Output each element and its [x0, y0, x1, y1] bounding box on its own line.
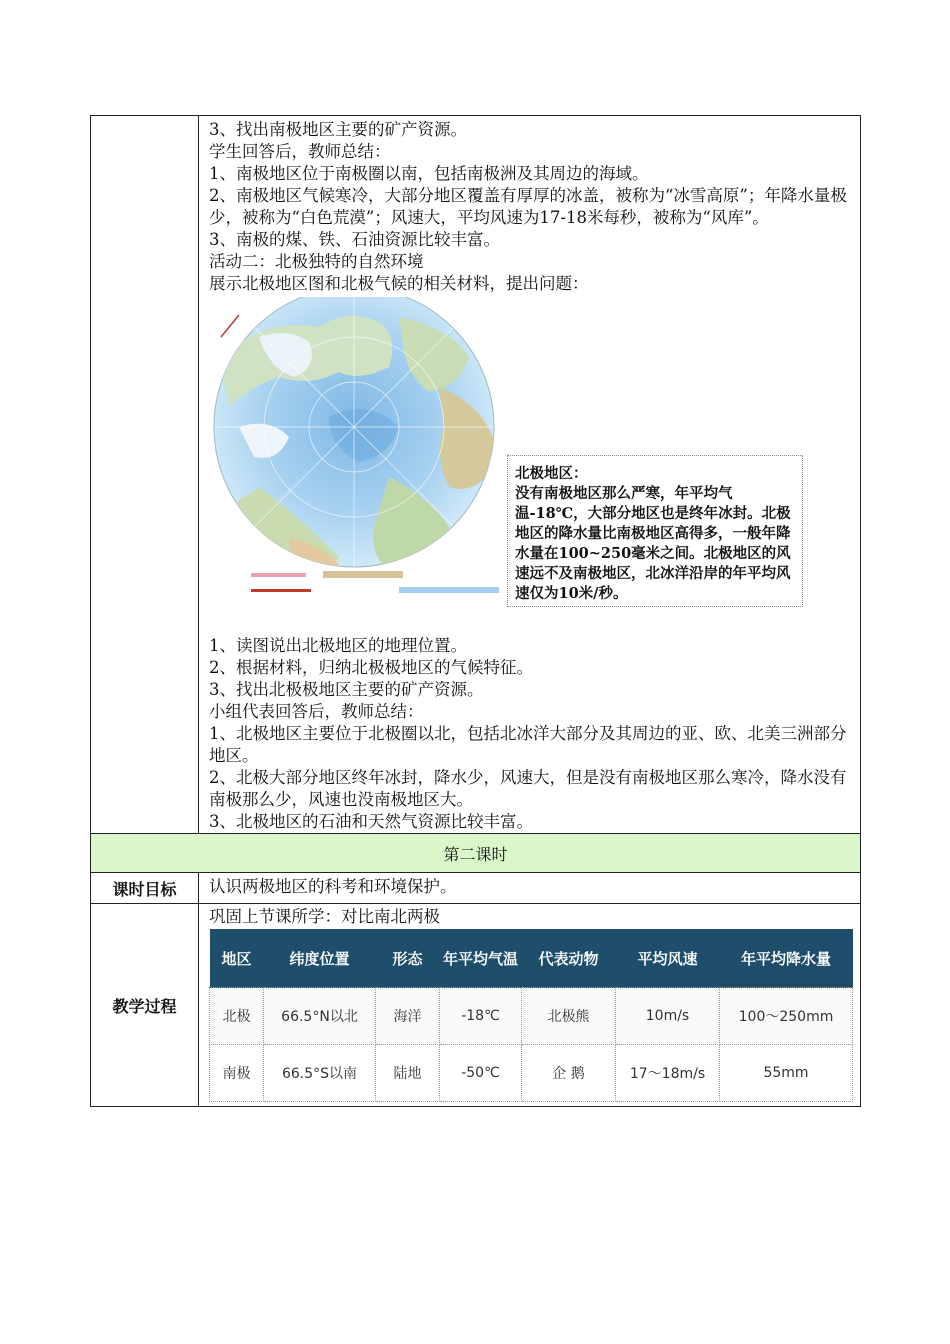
text-line: 3、南极的煤、铁、石油资源比较丰富。 [209, 230, 500, 249]
header-cell: 平均风速 [616, 929, 720, 988]
table-row [210, 988, 853, 1045]
table-cell: 陆地 [376, 1045, 440, 1102]
table-cell: 海洋 [376, 988, 440, 1045]
lesson-plan-table [90, 115, 861, 1107]
process-row [91, 904, 861, 1107]
left-blank-cell [91, 116, 199, 834]
objective-cell [199, 873, 861, 904]
table-cell: 66.5°N以北 [264, 988, 376, 1045]
header-cell: 代表动物 [522, 929, 616, 988]
process-label: 教学过程 [91, 904, 199, 1107]
table-cell: -18℃ [440, 988, 522, 1045]
lesson-two-title: 第二课时 [91, 834, 861, 873]
polar-comparison-table [209, 929, 853, 1102]
arctic-climate-note [507, 455, 803, 607]
table-cell: -50℃ [440, 1045, 522, 1102]
table-cell: 55mm [720, 1045, 853, 1102]
table-cell: 北极熊 [522, 988, 616, 1045]
table-cell: 17～18m/s [616, 1045, 720, 1102]
arctic-figure [199, 295, 860, 633]
text-line: 2、根据材料，归纳北极极地区的气候特征。 [209, 658, 533, 677]
table-cell: 南极 [210, 1045, 264, 1102]
text-line: 3、找出北极极地区主要的矿产资源。 [209, 680, 484, 699]
process-intro: 巩固上节课所学：对比南北两极 [209, 907, 440, 926]
table-cell: 100～250mm [720, 988, 853, 1045]
antarctic-summary [199, 116, 860, 295]
table-row [210, 1045, 853, 1102]
note-body: 没有南极地区那么严寒，年平均气温-18℃，大部分地区也是终年冰封。北极地区的降水量比南极地区高得多，一般年降水量在100~250毫米之间。北极地区的风速远不及南极地区，北冰洋沿岸的年平均风速仅为10米/秒。 [515, 485, 791, 602]
activity-content [199, 116, 861, 834]
table-cell: 北极 [210, 988, 264, 1045]
comparison-block [199, 904, 860, 1106]
header-cell: 地区 [210, 929, 264, 988]
arctic-summary [199, 633, 860, 833]
text-line: 活动二：北极独特的自然环境 [209, 252, 424, 271]
header-cell: 年平均降水量 [720, 929, 853, 988]
table-header-row [210, 929, 853, 988]
text-line: 2、南极地区气候寒冷，大部分地区覆盖有厚厚的冰盖，被称为“冰雪高原”；年降水量极少，被称为“白色荒漠”；风速大，平均风速为17-18米每秒，被称为“风库”。 [209, 186, 847, 227]
header-cell: 纬度位置 [264, 929, 376, 988]
process-cell [199, 904, 861, 1107]
arctic-map [199, 297, 499, 607]
text-line: 3、找出南极地区主要的矿产资源。 [209, 120, 467, 139]
table-cell: 66.5°S以南 [264, 1045, 376, 1102]
table-cell: 企 鹅 [522, 1045, 616, 1102]
text-line: 展示北极地区图和北极气候的相关材料，提出问题： [209, 274, 589, 293]
text-line: 学生回答后，教师总结： [209, 142, 391, 161]
text-line: 3、北极地区的石油和天然气资源比较丰富。 [209, 812, 533, 831]
text-line: 小组代表回答后，教师总结： [209, 702, 424, 721]
activity-row [91, 116, 861, 834]
text-line: 1、南极地区位于南极圈以南，包括南极洲及其周边的海域。 [209, 164, 649, 183]
objective-row [91, 873, 861, 904]
text-line: 1、读图说出北极地区的地理位置。 [209, 636, 467, 655]
objective-label: 课时目标 [91, 873, 199, 904]
table-cell: 10m/s [616, 988, 720, 1045]
objective-text: 认识两极地区的科考和环境保护。 [209, 877, 457, 896]
header-cell: 形态 [376, 929, 440, 988]
text-line: 1、北极地区主要位于北极圈以北，包括北冰洋大部分及其周边的亚、欧、北美三洲部分地区。 [209, 724, 847, 765]
header-cell: 年平均气温 [440, 929, 522, 988]
note-title: 北极地区： [515, 465, 588, 482]
lesson-two-row [91, 834, 861, 873]
text-line: 2、北极大部分地区终年冰封，降水少，风速大，但是没有南极地区那么寒冷，降水没有南极那么少，风速也没南极地区大。 [209, 768, 847, 809]
